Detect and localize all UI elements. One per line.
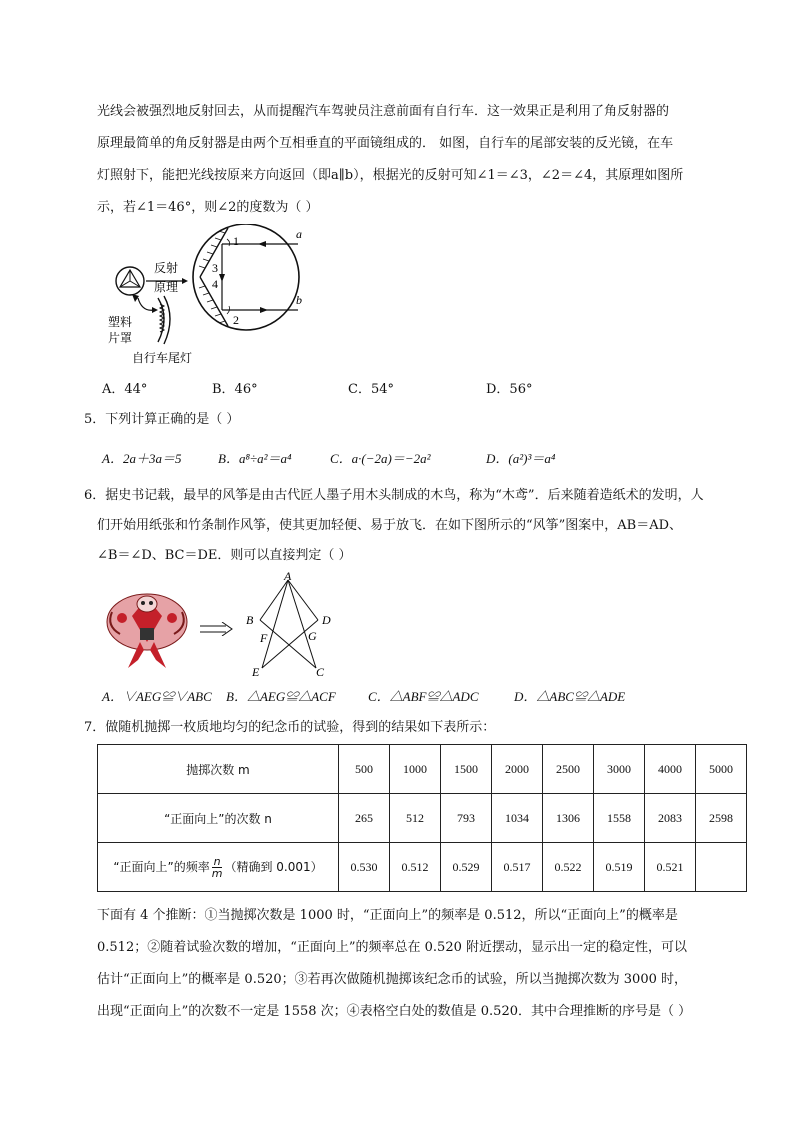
q4-option-b[interactable]: B．46°: [212, 382, 258, 397]
table-row: [98, 794, 747, 843]
m-cell: 500: [339, 745, 390, 794]
freq-cell: 0.529: [441, 843, 492, 892]
reflector-icon: [116, 267, 144, 295]
q5-option-a[interactable]: A．2a＋3a＝5: [102, 451, 182, 466]
q6-option-c[interactable]: C．△ABF≌△ADC: [368, 689, 479, 704]
m-cell: 1000: [390, 745, 441, 794]
freq-fraction: [212, 856, 223, 879]
n-cell: 512: [390, 794, 441, 843]
figure-caption: 自行车尾灯: [132, 351, 193, 365]
m-cell: 5000: [696, 745, 747, 794]
n-cell: 1306: [543, 794, 594, 843]
angle-1-label: 1: [233, 234, 239, 248]
row-head-n: “正面向上”的次数 n: [98, 794, 339, 843]
reflector-circle: [193, 224, 299, 330]
label-A: A: [284, 572, 292, 583]
cover-arrow: [138, 298, 154, 310]
q4-option-a[interactable]: A．44°: [102, 382, 148, 397]
q4-line-3: 灯照射下，能把光线按原来方向返回（即a∥b），根据光的反射可知∠1＝∠3，∠2＝∠4，其原理如图所: [97, 168, 684, 183]
table-row: [98, 843, 747, 892]
ray-b-label: b: [296, 293, 302, 307]
coin-toss-table: [97, 744, 747, 892]
q4-option-c[interactable]: C．54°: [348, 382, 394, 397]
row-head-m: 抛掷次数 m: [98, 745, 339, 794]
plastic-label-1: 塑料: [108, 315, 133, 329]
q4-option-d[interactable]: D．56°: [486, 382, 533, 397]
kite-image: [102, 582, 192, 672]
table-row: [98, 745, 747, 794]
q4-line-4: 示，若∠1＝46°，则∠2的度数为（ ）: [97, 200, 319, 215]
n-cell: 1034: [492, 794, 543, 843]
q6-option-a[interactable]: A．∨AEG≌∨ABC: [102, 689, 212, 704]
label-C: C: [316, 665, 325, 679]
freq-cell: 0.522: [543, 843, 594, 892]
label-D: D: [322, 613, 331, 627]
freq-cell: 0.512: [390, 843, 441, 892]
frac-numerator: n: [213, 854, 221, 868]
angle-4-label: 4: [212, 277, 218, 291]
arrow-icon: [198, 622, 238, 636]
kite-geometry-figure: [244, 572, 344, 682]
label-G: G: [308, 629, 317, 643]
q4-line-1: 光线会被强烈地反射回去，从而提醒汽车驾驶员注意前面有自行车．这一效果正是利用了角反射器的: [97, 104, 670, 119]
q6-line-2: 们开始用纸张和竹条制作风筝，使其更加轻便、易于放飞．在如下图所示的“风筝”图案中，AB＝AD、: [97, 518, 683, 533]
q5-option-d[interactable]: D．(a²)³＝a⁴: [486, 451, 556, 466]
bicycle-reflector-figure: [108, 224, 330, 370]
q7-after-line-4: 出现“正面向上”的次数不一定是 1558 次；④表格空白处的数值是 0.520．其中合理推断的序号是（ ）: [97, 1004, 692, 1019]
q5-stem: 5．下列计算正确的是（ ）: [84, 412, 240, 427]
label-F: F: [260, 631, 268, 645]
label-B: B: [246, 613, 254, 627]
frac-denominator: m: [211, 866, 223, 880]
m-cell: 4000: [645, 745, 696, 794]
q6-option-b[interactable]: B．△AEG≌△ACF: [226, 689, 336, 704]
freq-head-suffix: （精确到 0.001）: [224, 859, 323, 874]
n-cell: 2083: [645, 794, 696, 843]
m-cell: 2000: [492, 745, 543, 794]
freq-head-prefix: “正面向上”的频率: [113, 859, 210, 874]
n-cell: 2598: [696, 794, 747, 843]
q7-stem: 7．做随机抛掷一枚质地均匀的纪念币的试验，得到的结果如下表所示：: [84, 720, 496, 735]
angle-2-label: 2: [233, 313, 239, 327]
freq-cell: 0.530: [339, 843, 390, 892]
n-cell: 265: [339, 794, 390, 843]
n-cell: 1558: [594, 794, 645, 843]
q7-after-line-1: 下面有 4 个推断：①当抛掷次数是 1000 时，“正面向上”的频率是 0.512，所以“正面向上”的概率是: [97, 908, 678, 923]
reflect-label-2: 原理: [154, 280, 179, 294]
q6-option-d[interactable]: D．△ABC≌△ADE: [514, 689, 626, 704]
freq-cell: 0.519: [594, 843, 645, 892]
q5-option-c[interactable]: C．a·(−2a)＝−2a²: [330, 451, 431, 466]
freq-cell-blank: [696, 843, 747, 892]
q6-line-3: ∠B＝∠D、BC＝DE．则可以直接判定（ ）: [97, 548, 352, 563]
m-cell: 1500: [441, 745, 492, 794]
m-cell: 2500: [543, 745, 594, 794]
label-E: E: [252, 665, 260, 679]
q5-option-b[interactable]: B．a⁸÷a²＝a⁴: [218, 451, 292, 466]
q7-after-line-2: 0.512；②随着试验次数的增加，“正面向上”的频率总在 0.520 附近摆动，显示出一定的稳定性，可以: [97, 940, 687, 955]
q7-after-line-3: 估计“正面向上”的概率是 0.520；③若再次做随机抛掷该纪念币的试验，所以当抛掷次数为 3000 时，: [97, 972, 687, 987]
q6-line-1: 6．据史书记载，最早的风筝是由古代匠人墨子用木头制成的木鸟，称为“木鸢”．后来随着造纸术的发明，人: [84, 488, 704, 503]
angle-3-label: 3: [212, 261, 218, 275]
q4-line-2: 原理最简单的角反射器是由两个互相垂直的平面镜组成的． 如图，自行车的尾部安装的反光镜，在车: [97, 136, 674, 151]
freq-cell: 0.517: [492, 843, 543, 892]
plastic-label-2: 片罩: [108, 331, 133, 345]
n-cell: 793: [441, 794, 492, 843]
freq-cell: 0.521: [645, 843, 696, 892]
reflect-label-1: 反射: [154, 261, 179, 275]
m-cell: 3000: [594, 745, 645, 794]
row-head-freq: [98, 843, 339, 892]
ray-a-label: a: [296, 227, 302, 241]
